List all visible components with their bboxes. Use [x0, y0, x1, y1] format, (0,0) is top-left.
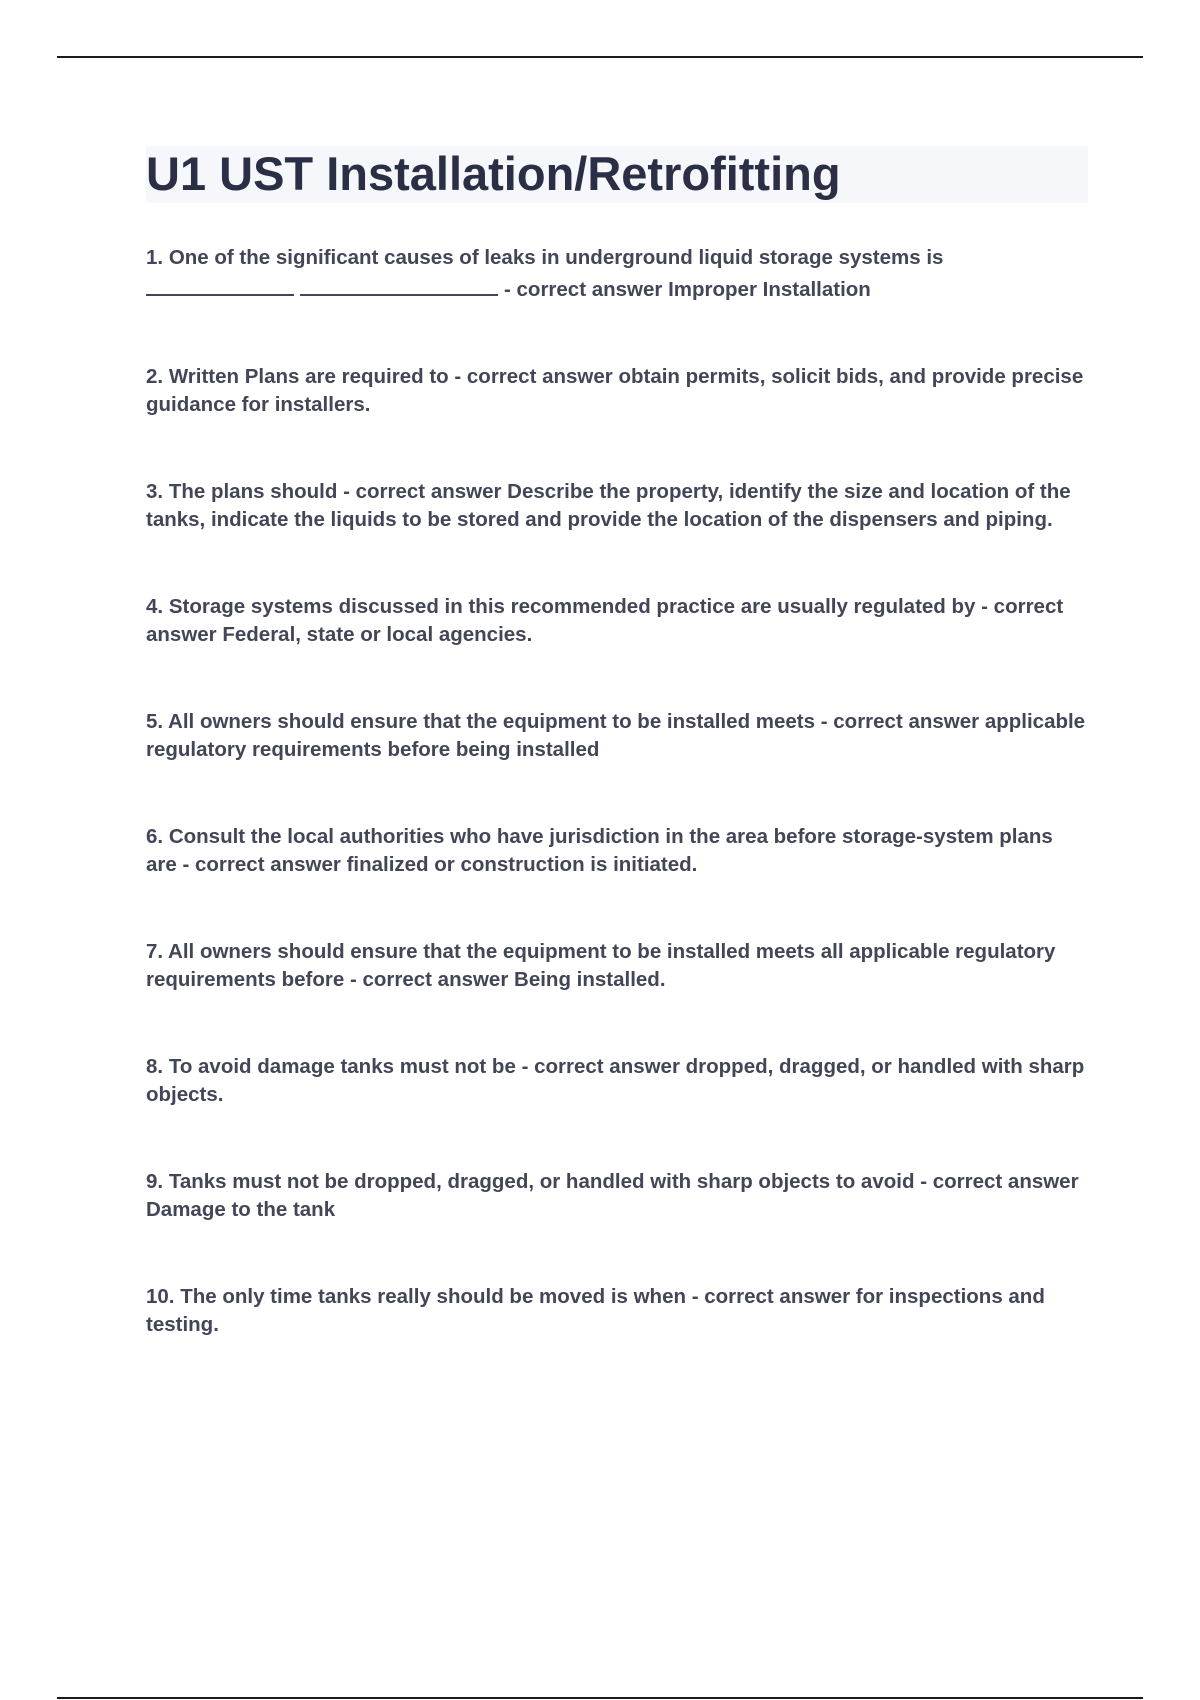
item-question: Storage systems discussed in this recommended practice are usually regulated by	[168, 595, 976, 618]
item-number: 9.	[146, 1170, 164, 1193]
question-list	[146, 244, 1088, 1398]
item-question: Tanks must not be dropped, dragged, or handled with sharp objects to avoid	[168, 1170, 915, 1193]
item-answer-prefix: - correct answer	[521, 1055, 680, 1078]
item-number: 6.	[146, 825, 164, 848]
item-question: The only time tanks really should be moved is when	[180, 1285, 686, 1308]
item-answer-prefix: - correct answer	[146, 595, 1064, 646]
list-item	[146, 1283, 1088, 1339]
list-item	[146, 478, 1088, 534]
answer-blank	[300, 272, 498, 296]
item-question: One of the significant causes of leaks in underground liquid storage systems is	[168, 246, 944, 269]
list-item	[146, 363, 1088, 419]
item-answer: Improper Installation	[668, 278, 871, 301]
item-number: 5.	[146, 710, 164, 733]
list-item	[146, 1053, 1088, 1109]
item-question: Consult the local authorities who have jurisdiction in the area before storage-system plans are	[146, 825, 1053, 876]
item-answer-prefix: - correct answer	[691, 1285, 851, 1308]
item-number: 10.	[146, 1285, 175, 1308]
item-question: All owners should ensure that the equipment to be installed meets	[168, 710, 816, 733]
item-question: All owners should ensure that the equipment to be installed meets all applicable regulatory requirements before	[146, 940, 1056, 991]
answer-blank	[146, 272, 294, 296]
item-answer: Describe the property, identify the size and location of the tanks, indicate the liquids to be stored and provide the location of the dispensers and piping.	[146, 480, 1071, 531]
bottom-divider	[57, 1697, 1143, 1699]
item-question: Written Plans are required to	[168, 365, 449, 388]
item-answer: obtain permits, solicit bids, and provide precise guidance for installers.	[146, 365, 1084, 416]
list-item	[146, 244, 1088, 304]
item-answer: Being installed.	[514, 968, 666, 991]
item-answer: Federal, state or local agencies.	[222, 623, 533, 646]
item-answer: finalized or construction is initiated.	[346, 853, 698, 876]
item-number: 2.	[146, 365, 164, 388]
item-number: 4.	[146, 595, 164, 618]
item-question: To avoid damage tanks must not be	[168, 1055, 516, 1078]
top-divider	[57, 56, 1143, 58]
item-answer-prefix: - correct answer	[454, 365, 613, 388]
list-item	[146, 1168, 1088, 1224]
item-answer-prefix: - correct answer	[343, 480, 502, 503]
item-answer: applicable regulatory requirements before being installed	[146, 710, 1086, 761]
item-answer: dropped, dragged, or handled with sharp objects.	[146, 1055, 1085, 1106]
item-answer: for inspections and testing.	[146, 1285, 1045, 1336]
item-question: The plans should	[168, 480, 338, 503]
list-item	[146, 938, 1088, 994]
item-answer-prefix: - correct answer	[504, 278, 663, 301]
item-answer-prefix: - correct answer	[349, 968, 509, 991]
item-answer: Damage to the tank	[146, 1198, 336, 1221]
list-item	[146, 708, 1088, 764]
page-title: U1 UST Installation/Retrofitting	[146, 147, 841, 200]
item-answer-prefix: - correct answer	[920, 1170, 1079, 1193]
item-answer-prefix: - correct answer	[820, 710, 980, 733]
item-number: 8.	[146, 1055, 164, 1078]
item-number: 1.	[146, 246, 164, 269]
item-answer-prefix: - correct answer	[182, 853, 341, 876]
list-item	[146, 593, 1088, 649]
item-number: 7.	[146, 940, 164, 963]
list-item	[146, 823, 1088, 879]
item-number: 3.	[146, 480, 164, 503]
